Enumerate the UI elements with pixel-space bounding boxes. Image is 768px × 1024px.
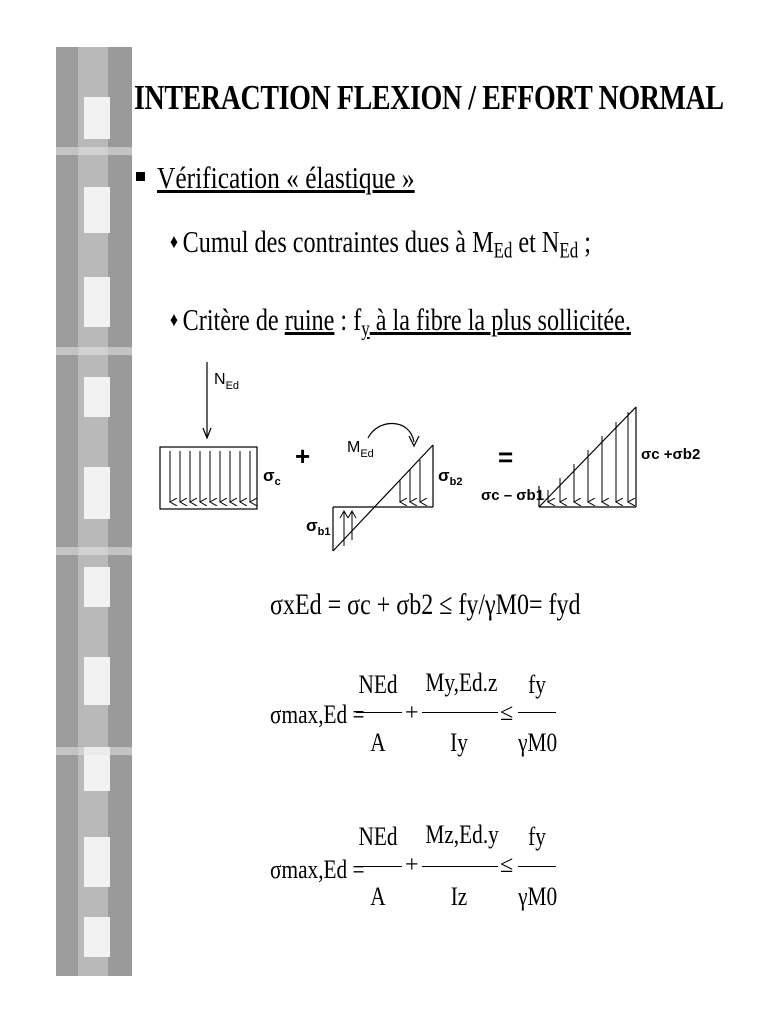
result-top-label: σc +σb2: [641, 446, 701, 463]
eq2-lhs: σmax,Ed =: [270, 700, 365, 729]
eq2-num3: fy: [528, 670, 546, 699]
eq3-le: ≤: [500, 852, 514, 878]
eq3-lhs: σmax,Ed =: [270, 855, 365, 884]
cumul-text-b: et N: [512, 224, 560, 259]
n-ed-label: $N_{Ed}$: [214, 371, 240, 392]
result-bottom-label: σc – σb1: [481, 487, 545, 504]
eq2-plus: +: [405, 700, 419, 726]
eq3-bar2: [422, 866, 498, 867]
page-title: INTERACTION FLEXION / EFFORT NORMAL: [134, 78, 724, 117]
eq2-den2: Iy: [450, 728, 468, 757]
bending-tension-arrows: [400, 460, 420, 502]
eq3-plus: +: [405, 852, 419, 878]
eq2-den1: A: [370, 728, 386, 757]
m-ed-label: $M_{Ed}$: [347, 439, 374, 460]
eq2-num1: NEd: [358, 670, 398, 699]
eq1-text: σxEd = σc + σb2 ≤ fy/γM0= fyd: [270, 588, 581, 621]
cumul-text-c: ;: [578, 224, 591, 259]
sigma-c-label: $\sigma_c$: [263, 466, 281, 488]
eq3-den2: Iz: [450, 882, 468, 911]
cumul-sub-2: Ed: [559, 238, 579, 263]
sigma-b1-label: $\sigma_{b1}$: [306, 516, 331, 538]
eq2-bar3: [518, 712, 556, 713]
moment-arc-arrow: [368, 423, 414, 442]
cumul-text-a: Cumul des contraintes dues à M: [182, 224, 494, 259]
critere-sub: y: [361, 316, 370, 341]
plus-sign: +: [295, 441, 311, 471]
uniform-stress-arrows: [170, 451, 250, 502]
eq2-bar2: [422, 712, 498, 713]
equation-sigma-xed: [270, 588, 581, 622]
critere-text-b: : f: [334, 302, 362, 337]
sigma-b2-label: $\sigma_{b2}$: [438, 466, 463, 488]
eq3-num3: fy: [528, 822, 546, 851]
eq3-bar1: [356, 866, 402, 867]
eq3-num1: NEd: [358, 822, 398, 851]
eq3-den1: A: [370, 882, 386, 911]
bending-stress-line: [333, 445, 433, 551]
eq3-den3: γM0: [518, 882, 558, 911]
eq2-le: ≤: [500, 700, 514, 726]
diamond-bullet-icon: ♦: [170, 309, 178, 331]
diamond-bullet-icon: ♦: [170, 231, 178, 253]
eq3-bar3: [518, 866, 556, 867]
uniform-stress-block: [160, 447, 257, 509]
eq2-num2: My,Ed.z: [425, 668, 498, 697]
equals-sign: =: [498, 442, 514, 472]
eq3-num2: Mz,Ed.y: [425, 820, 499, 849]
critere-text-c: à la fibre la plus sollicitée.: [369, 302, 631, 337]
cumul-sub-1: Ed: [493, 238, 513, 263]
resulting-stress-arrows: [548, 412, 628, 502]
critere-text-a: Critère de: [182, 302, 285, 337]
eq2-den3: γM0: [518, 728, 558, 757]
critere-ruine: ruine: [284, 302, 335, 337]
eq2-bar1: [356, 712, 402, 713]
bullet-verification-text: Vérification « élastique »: [157, 160, 415, 195]
